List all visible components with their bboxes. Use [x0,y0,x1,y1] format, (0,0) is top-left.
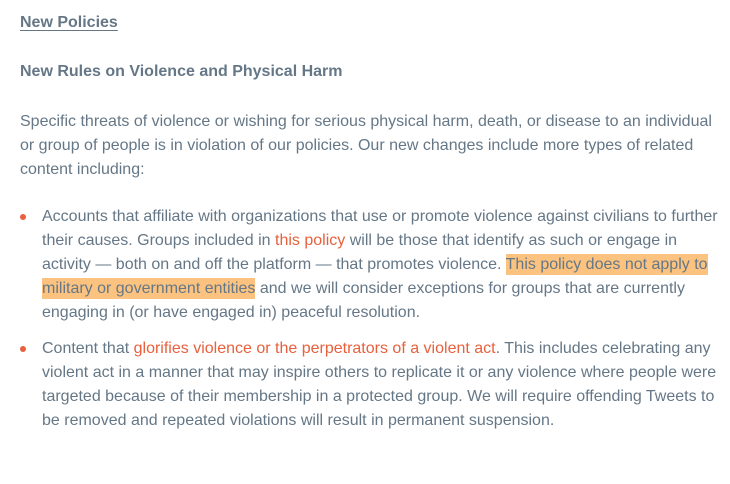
new-policies-link[interactable]: New Policies [20,14,118,31]
glorifies-violence-link[interactable]: glorifies violence or the perpetrators of a violent act [133,340,496,357]
list-item [20,337,720,433]
bullet-dot-icon [20,214,26,220]
bullet-dot-icon [20,346,26,352]
bullet-text: and we will consider exceptions for groups that are currently engaging in (or have engaged in) peaceful resolution. [42,280,685,321]
bullet-text: will be those that identify as such or engage in activity — both on and off the platform — that promotes violence. [42,232,678,273]
section-title: New Rules on Violence and Physical Harm [20,63,343,80]
intro-paragraph: Specific threats of violence or wishing for serious physical harm, death, or disease to an individual or group of people is in violation of our policies. Our new changes include more types of related content including: [20,113,712,178]
highlighted-text: This policy does not apply to military or government entities [42,256,708,297]
list-item [20,205,720,325]
bullet-text: Accounts that affiliate with organizations that use or promote violence against civilians to further their causes. Groups included in [42,208,718,249]
bullet-text: . This includes celebrating any violent act in a manner that may inspire others to replicate it or any violence where people were targeted because of their membership in a protected group. We will require offending Tweets to be removed and repeated violations will result in permanent suspension. [42,340,717,429]
this-policy-link[interactable]: this policy [275,232,346,249]
policy-bullet-list [20,205,720,433]
bullet-text: Content that [42,340,134,357]
